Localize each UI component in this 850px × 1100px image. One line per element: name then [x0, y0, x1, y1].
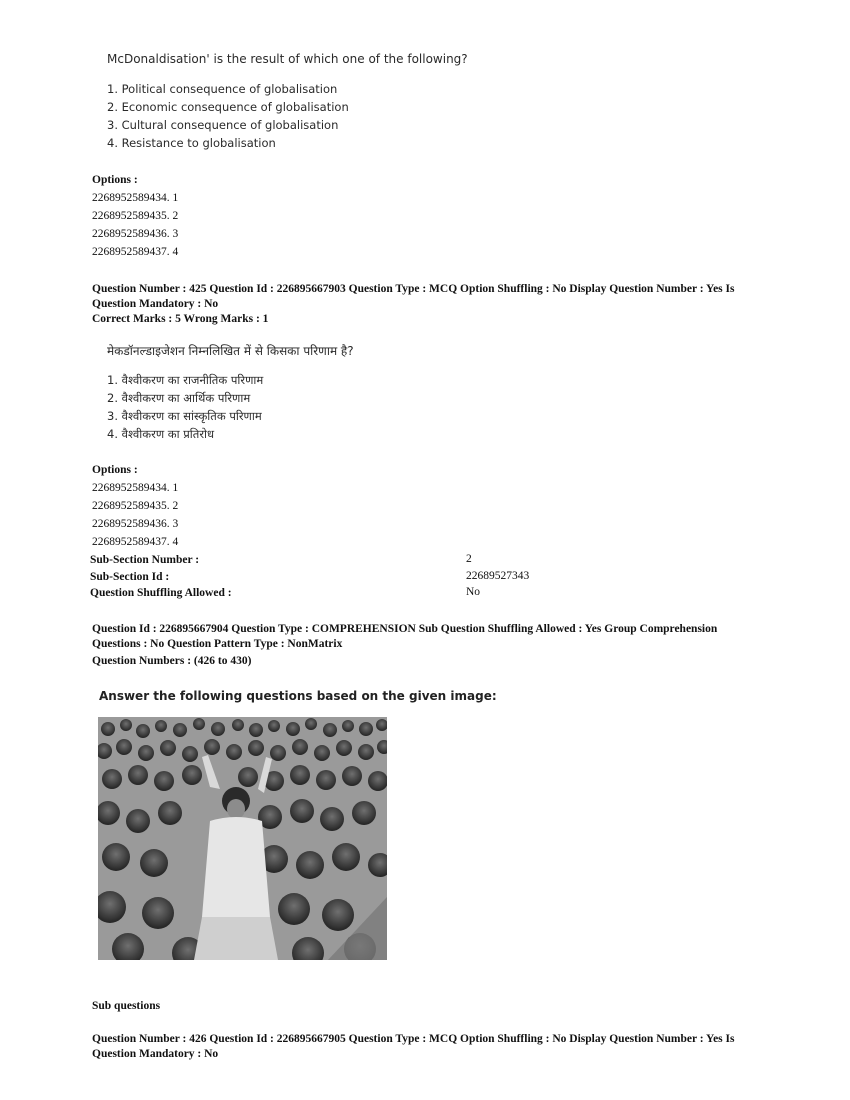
option-id: 2268952589435. 2	[92, 500, 179, 512]
option-id: 2268952589437. 4	[92, 246, 179, 258]
subsection-id-label: Sub-Section Id :	[90, 571, 170, 583]
q424-options-label: Options :	[92, 174, 138, 186]
option-id: 2268952589434. 1	[92, 482, 179, 494]
comprehension-numbers: Question Numbers : (426 to 430)	[92, 655, 252, 667]
q425-options-list	[92, 479, 178, 551]
q426-header	[92, 1032, 772, 1062]
choice-item: 1. Political consequence of globalisation	[107, 82, 338, 96]
choice-item: 4. Resistance to globalisation	[107, 136, 276, 150]
subsection-number-label: Sub-Section Number :	[90, 554, 200, 566]
option-id: 2268952589434. 1	[92, 192, 179, 204]
q425-question: मेकडॉनल्डाइजेशन निम्नलिखित में से किसका परिणाम है?	[107, 344, 354, 358]
q424-choices	[107, 80, 349, 152]
option-id: 2268952589437. 4	[92, 536, 179, 548]
q426-header-line1: Question Number : 426 Question Id : 226895667905 Question Type : MCQ Option Shuffling : No Display Question Number : Yes Is	[92, 1033, 735, 1045]
subsection-shuffle-label: Question Shuffling Allowed :	[90, 587, 232, 599]
q425-header-line2: Question Mandatory : No	[92, 298, 219, 310]
q425-header	[92, 282, 772, 327]
q424-options-list	[92, 189, 178, 261]
crowd-photo-svg	[98, 717, 387, 960]
comprehension-prompt: Answer the following questions based on the given image:	[99, 689, 497, 703]
choice-item: 3. Cultural consequence of globalisation	[107, 118, 339, 132]
crowd-photo	[98, 717, 387, 960]
choice-item: 4. वैश्वीकरण का प्रतिरोध	[107, 427, 215, 441]
comprehension-line1: Question Id : 226895667904 Question Type : COMPREHENSION Sub Question Shuffling Allowed : Yes Group Comprehension	[92, 623, 718, 635]
option-id: 2268952589435. 2	[92, 210, 179, 222]
choice-item: 2. Economic consequence of globalisation	[107, 100, 349, 114]
comprehension-line2: Questions : No Question Pattern Type : NonMatrix	[92, 638, 343, 650]
q425-choices	[107, 371, 263, 443]
option-id: 2268952589436. 3	[92, 228, 179, 240]
option-id: 2268952589436. 3	[92, 518, 179, 530]
sub-questions-label: Sub questions	[92, 1000, 161, 1012]
q425-header-line1: Question Number : 425 Question Id : 226895667903 Question Type : MCQ Option Shuffling : No Display Question Number : Yes Is	[92, 283, 735, 295]
q426-header-line2: Question Mandatory : No	[92, 1048, 219, 1060]
comprehension-header	[92, 622, 782, 669]
q424-question: McDonaldisation' is the result of which one of the following?	[107, 52, 468, 66]
choice-item: 3. वैश्वीकरण का सांस्कृतिक परिणाम	[107, 409, 262, 423]
subsection-shuffle-value: No	[466, 586, 481, 598]
q425-options-label: Options :	[92, 464, 138, 476]
subsection-number-value: 2	[466, 553, 472, 565]
q425-marks: Correct Marks : 5 Wrong Marks : 1	[92, 313, 269, 325]
subsection-id-value: 22689527343	[466, 570, 530, 582]
choice-item: 2. वैश्वीकरण का आर्थिक परिणाम	[107, 391, 251, 405]
choice-item: 1. वैश्वीकरण का राजनीतिक परिणाम	[107, 373, 264, 387]
